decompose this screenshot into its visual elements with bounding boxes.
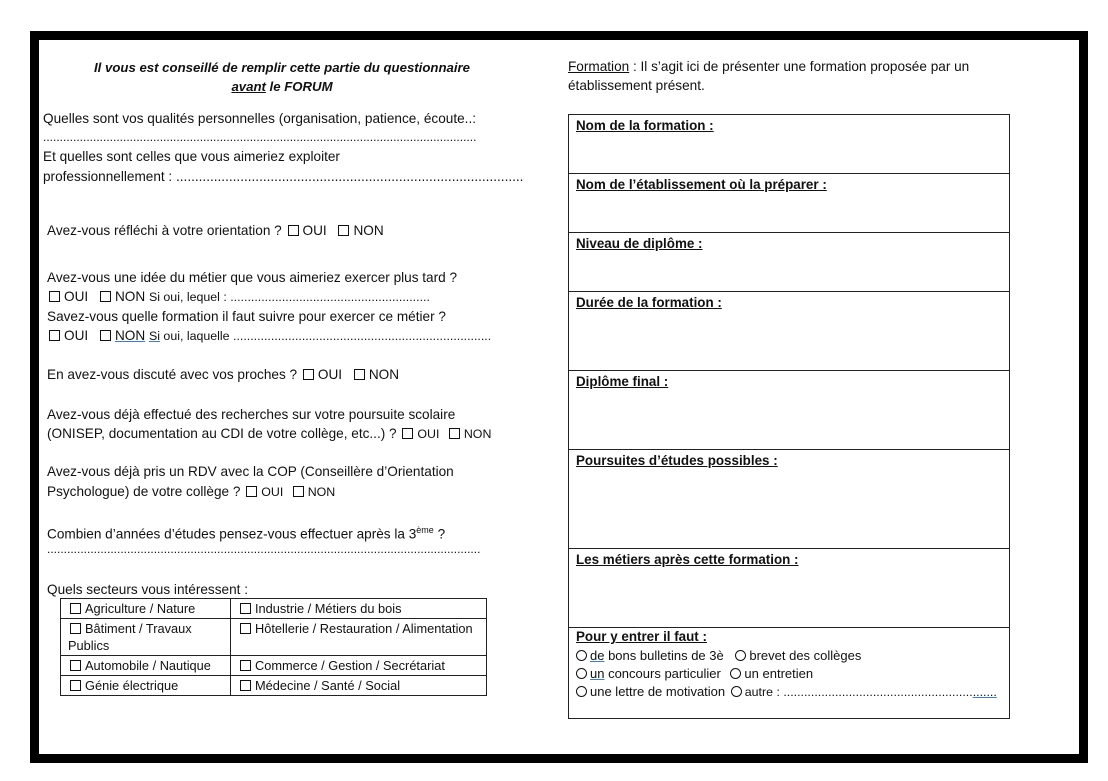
formation-intro: Formation : Il s’agit ici de présenter une formation proposée par un	[568, 59, 970, 74]
checkbox-icon[interactable]	[240, 623, 251, 634]
checkbox-formation-non[interactable]	[100, 330, 111, 341]
checkbox-rdv-oui[interactable]	[246, 486, 257, 497]
secteur-cell[interactable]: Agriculture / Nature	[61, 599, 231, 619]
formation-box	[568, 114, 1010, 719]
field-metiers[interactable]	[569, 549, 1009, 628]
field-niveau-diplome[interactable]	[569, 233, 1009, 292]
radio-bulletins[interactable]	[576, 650, 587, 661]
checkbox-metier-non[interactable]	[100, 291, 111, 302]
checkbox-formation-oui[interactable]	[49, 330, 60, 341]
question-rdv: Avez-vous déjà pris un RDV avec la COP (Conseillère d’Orientation	[47, 464, 454, 479]
checkbox-icon[interactable]	[70, 680, 81, 691]
radio-brevet[interactable]	[735, 650, 746, 661]
secteur-cell[interactable]: Hôtellerie / Restauration / Alimentation	[231, 619, 487, 656]
question-metier-options: OUI NON Si oui, lequel : ..........................................................	[47, 288, 430, 306]
conditions-line-2: un concours particulier un entretien	[576, 665, 813, 683]
field-etablissement[interactable]	[569, 174, 1009, 233]
left-title: Il vous est conseillé de remplir cette partie du questionnaire avant le FORUM	[94, 60, 470, 94]
field-nom-formation[interactable]	[569, 115, 1009, 174]
question-formation: Savez-vous quelle formation il faut suivre pour exercer ce métier ?	[47, 309, 446, 324]
question-discute: En avez-vous discuté avec vos proches ? OUI NON	[47, 367, 400, 382]
checkbox-icon[interactable]	[70, 603, 81, 614]
field-label: Nom de la formation :	[576, 118, 714, 133]
secteur-cell[interactable]: Commerce / Gestion / Secrétariat	[231, 656, 487, 676]
conditions-line-1: de bons bulletins de 3è brevet des collèges	[576, 647, 861, 665]
checkbox-discute-oui[interactable]	[303, 369, 314, 380]
field-label: Diplôme final :	[576, 374, 669, 389]
checkbox-icon[interactable]	[240, 603, 251, 614]
secteur-cell[interactable]: Automobile / Nautique	[61, 656, 231, 676]
question-exploiter-line2[interactable]: professionnellement : ............................................................................................	[43, 169, 524, 184]
checkbox-icon[interactable]	[240, 680, 251, 691]
field-label: Les métiers après cette formation :	[576, 552, 799, 567]
secteur-cell[interactable]: Médecine / Santé / Social	[231, 676, 487, 696]
field-label: Durée de la formation :	[576, 295, 722, 310]
field-duree[interactable]	[569, 292, 1009, 371]
radio-lettre[interactable]	[576, 686, 587, 697]
radio-entretien[interactable]	[730, 668, 741, 679]
checkbox-reflechi-oui[interactable]	[288, 225, 299, 236]
question-recherches-line2: (ONISEP, documentation au CDI de votre collège, etc...) ? OUI NON	[47, 426, 492, 441]
question-exploiter: Et quelles sont celles que vous aimeriez exploiter	[43, 149, 340, 164]
field-poursuites[interactable]	[569, 450, 1009, 549]
checkbox-metier-oui[interactable]	[49, 291, 60, 302]
field-diplome-final[interactable]	[569, 371, 1009, 450]
checkbox-icon[interactable]	[240, 660, 251, 671]
secteur-cell[interactable]: Industrie / Métiers du bois	[231, 599, 487, 619]
radio-autre[interactable]	[731, 686, 742, 697]
question-annees: Combien d’années d’études pensez-vous effectuer après la 3ème ?	[47, 525, 446, 542]
question-formation-options: OUI NON Si oui, laquelle ...........................................................................	[47, 327, 491, 345]
checkbox-reflechi-non[interactable]	[338, 225, 349, 236]
question-rdv-line2: Psychologue) de votre collège ? OUI NON	[47, 484, 336, 499]
secteur-cell[interactable]: Génie électrique	[61, 676, 231, 696]
answer-line-annees[interactable]: ..................................................................................................................................	[47, 542, 481, 556]
checkbox-discute-non[interactable]	[354, 369, 365, 380]
formation-intro-line2: établissement présent.	[568, 78, 705, 93]
checkbox-recherches-non[interactable]	[449, 428, 460, 439]
question-metier: Avez-vous une idée du métier que vous aimeriez exercer plus tard ?	[47, 270, 458, 285]
checkbox-icon[interactable]	[70, 660, 81, 671]
field-label: Poursuites d’études possibles :	[576, 453, 778, 468]
secteurs-table	[60, 598, 487, 696]
checkbox-recherches-oui[interactable]	[402, 428, 413, 439]
field-label: Nom de l’établissement où la préparer :	[576, 177, 827, 192]
question-reflechi: Avez-vous réfléchi à votre orientation ? OUI NON	[47, 223, 384, 238]
field-label: Pour y entrer il faut :	[576, 629, 707, 644]
checkbox-rdv-non[interactable]	[293, 486, 304, 497]
question-secteurs: Quels secteurs vous intéressent :	[47, 582, 248, 597]
question-recherches: Avez-vous déjà effectué des recherches sur votre poursuite scolaire	[47, 407, 456, 422]
field-label: Niveau de diplôme :	[576, 236, 703, 251]
conditions-line-3: une lettre de motivation autre : ..............................................................	[576, 683, 997, 701]
field-conditions	[569, 628, 1009, 718]
answer-line-qualites[interactable]: ..................................................................................................................................	[43, 130, 477, 144]
question-qualites: Quelles sont vos qualités personnelles (organisation, patience, écoute..:	[43, 111, 476, 126]
secteur-cell[interactable]: Bâtiment / Travaux Publics	[61, 619, 231, 656]
radio-concours[interactable]	[576, 668, 587, 679]
checkbox-icon[interactable]	[70, 623, 81, 634]
